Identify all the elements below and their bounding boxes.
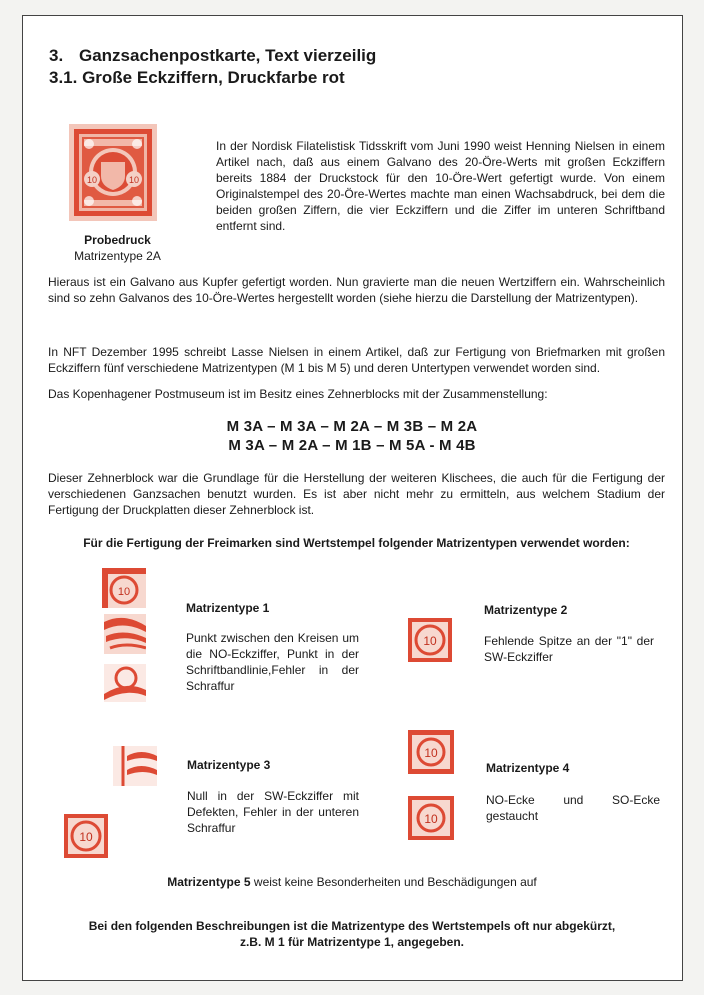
matrizentype-4-desc: NO-Ecke und SO-Ecke gestaucht bbox=[486, 793, 660, 823]
paragraph-zehnerblock: Dieser Zehnerblock war die Grundlage für die Herstellung der weiteren Klischees, die auch für die Fertigung der verschiedenen Ganzsachen benutzt wurden. Es ist aber nicht mehr zu ermitteln, aus welchem Stadium der Fertigung der Druckplatten dieser Zehnerblock ist. bbox=[48, 471, 665, 517]
matrizentype-2-title: Matrizentype 2 bbox=[484, 603, 568, 617]
matrizentype-5-label: Matrizentype 5 bbox=[167, 875, 251, 889]
section-heading bbox=[49, 46, 376, 66]
usage-heading: Für die Fertigung der Freimarken sind Wertstempel folgender Matrizentypen verwendet worden: bbox=[83, 536, 630, 550]
matrizentype-5-text: weist keine Besonderheiten und Beschädigungen auf bbox=[250, 875, 537, 889]
detail-value: 10 bbox=[423, 634, 437, 648]
detail-stamp-m1-c bbox=[104, 664, 146, 702]
matrizentype-3-desc: Null in der SW-Eckziffer mit Defekten, Fehler in der unteren Schraffur bbox=[187, 789, 359, 835]
matrizentype-3-title: Matrizentype 3 bbox=[187, 758, 271, 772]
detail-stamp-m1-a bbox=[102, 568, 146, 608]
intro-paragraph: In der Nordisk Filatelistisk Tidsskrift vom Juni 1990 weist Henning Nielsen in einem Artikel nach, daß aus einem Galvano des 20-Öre-Werts mit großen Eckziffern bereits 1884 der Druckstock für den 10-Öre-Wert gefertigt wurde. Von einem Originalstempel des 20-Öre-Wertes machte man einen Wachsabdruck, bei dem die beiden großen Ziffern, die vier Eckziffern und die Ziffer im unteren Schriftband entfernt sind. bbox=[216, 139, 665, 233]
detail-value: 10 bbox=[79, 830, 93, 844]
stamp-caption-title: Probedruck bbox=[84, 233, 151, 247]
matrizentype-1-title: Matrizentype 1 bbox=[186, 601, 270, 615]
section-subtitle: 3.1. Große Eckziffern, Druckfarbe rot bbox=[49, 68, 345, 87]
matrizentype-1-desc: Punkt zwischen den Kreisen um die NO-Eckziffer, Punkt in der Schriftbandlinie,Fehler in der Schraffur bbox=[186, 631, 359, 693]
probedruck-stamp-image bbox=[69, 124, 157, 221]
detail-value: 10 bbox=[424, 746, 438, 760]
paragraph-postmuseum: Das Kopenhagener Postmuseum ist im Besitz eines Zehnerblocks mit der Zusammenstellung: bbox=[48, 387, 548, 401]
detail-stamp-m4-a bbox=[408, 730, 454, 774]
closing-note-line-2: z.B. M 1 für Matrizentype 1, angegeben. bbox=[239, 935, 465, 949]
closing-note-line-1: Bei den folgenden Beschreibungen ist die Matrizentype des Wertstempels oft nur abgekürzt, bbox=[88, 919, 616, 933]
detail-stamp-m2 bbox=[408, 618, 452, 662]
stamp-value-left: 10 bbox=[86, 175, 98, 185]
paragraph-nft: In NFT Dezember 1995 schreibt Lasse Nielsen in einem Artikel, daß zur Fertigung von Briefmarken mit großen Eckziffern fünf verschiedene Matrizentypen (M 1 bis M 5) und deren Untertypen verwendet worden sind. bbox=[48, 345, 665, 375]
block-composition-line-2: M 3A – M 2A – M 1B – M 5A - M 4B bbox=[228, 437, 476, 454]
block-composition-line-1: M 3A – M 3A – M 2A – M 3B – M 2A bbox=[226, 418, 478, 435]
matrizentype-4-title: Matrizentype 4 bbox=[486, 761, 570, 775]
detail-stamp-m3-a bbox=[113, 746, 157, 786]
detail-value: 10 bbox=[117, 586, 131, 598]
closing-note bbox=[40, 918, 664, 950]
section-number: 3. bbox=[49, 46, 64, 65]
matrizentype-2-desc: Fehlende Spitze an der "1" der SW-Eckziffer bbox=[484, 634, 654, 664]
section-title: Ganzsachenpostkarte, Text vierzeilig bbox=[79, 46, 377, 65]
stamp-caption-subtitle: Matrizentype 2A bbox=[74, 249, 161, 263]
detail-stamp-m4-b bbox=[408, 796, 454, 840]
stamp-value-right: 10 bbox=[128, 175, 140, 185]
detail-stamp-m1-b bbox=[104, 614, 146, 654]
matrizentype-5-note bbox=[0, 875, 704, 889]
detail-stamp-m3-b bbox=[64, 814, 108, 858]
paragraph-galvano: Hieraus ist ein Galvano aus Kupfer gefertigt worden. Nun gravierte man die neuen Wertziffern ein. Wahrscheinlich sind so zehn Galvanos des 10-Öre-Wertes hergestellt worden (siehe hierzu die Darstellung der Matrizentypen). bbox=[48, 275, 665, 305]
detail-value: 10 bbox=[424, 812, 438, 826]
